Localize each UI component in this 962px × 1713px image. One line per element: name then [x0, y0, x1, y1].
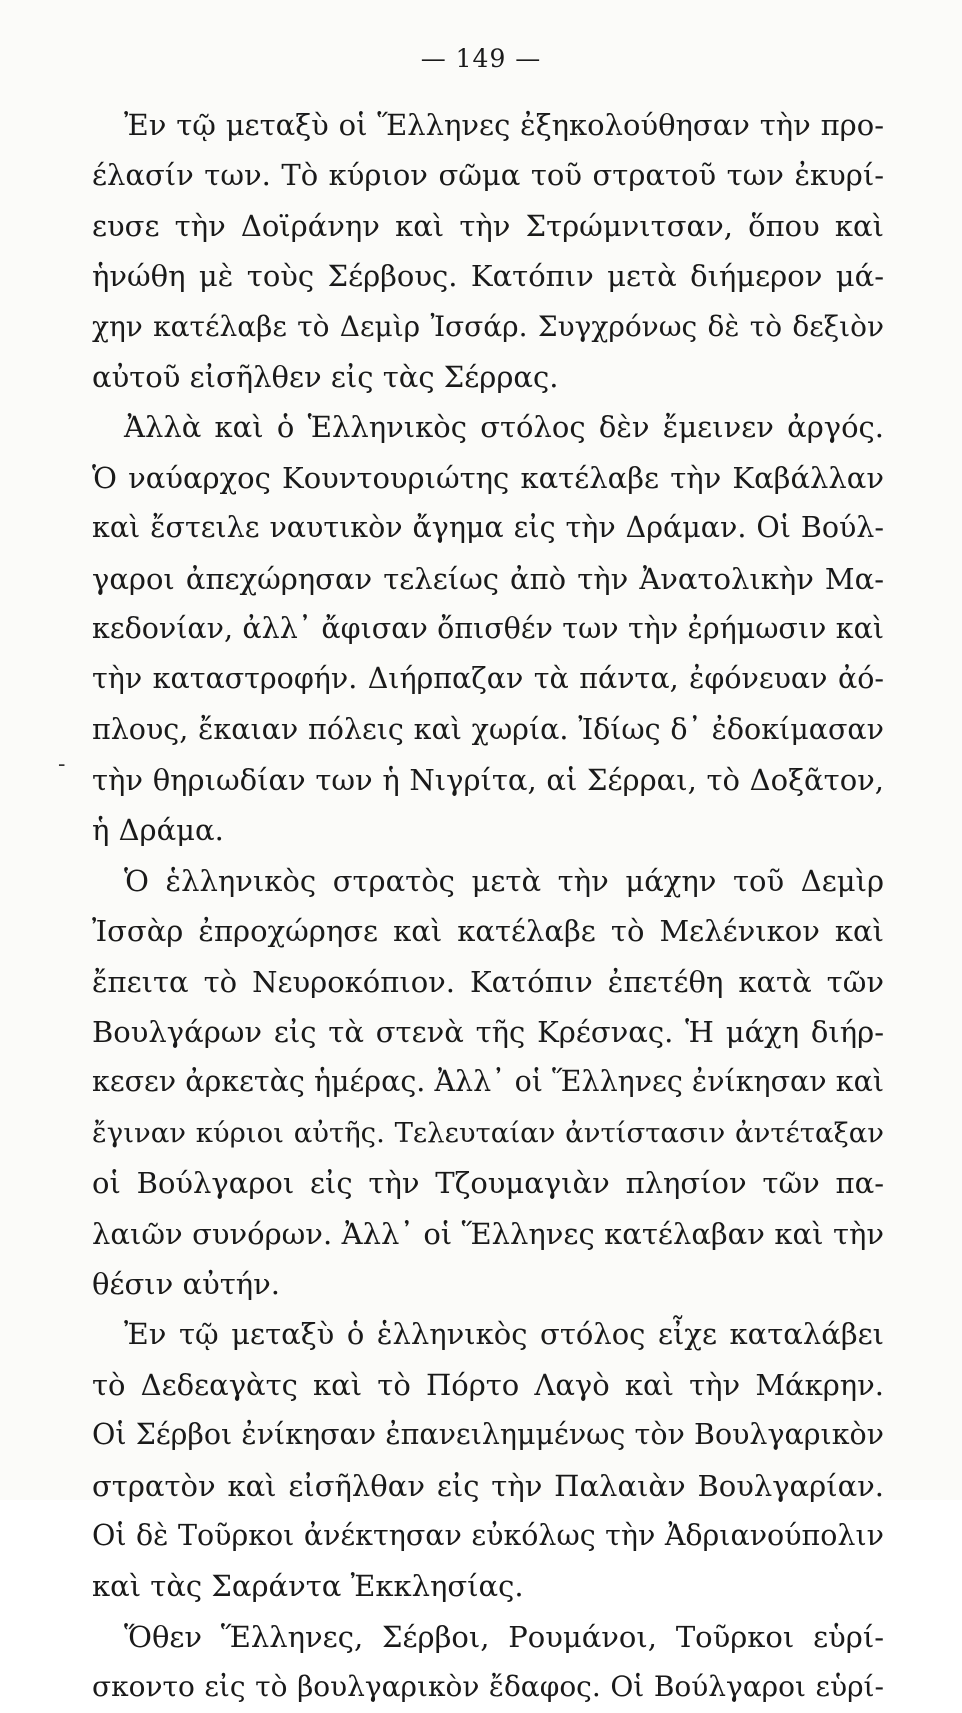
text-line: ἔπειτα τὸ Νευροκόπιον. Κατόπιν ἐπετέθη κατὰ τῶν	[92, 964, 884, 999]
text-line: πλους, ἔκαιαν πόλεις καὶ χωρία. Ἰδίως δ᾽ ἐδοκίμασαν	[92, 712, 884, 746]
text-line: Ὁ ἑλληνικὸς στρατὸς μετὰ τὴν μάχην τοῦ Δεμὶρ	[124, 863, 884, 898]
text-line: θέσιν αὐτήν.	[92, 1266, 280, 1301]
body-text	[92, 100, 884, 1713]
text-line: ἡ Δράμα.	[92, 813, 224, 848]
text-line: Ἀλλὰ καὶ ὁ Ἑλληνικὸς στόλος δὲν ἔμεινεν ἀργός.	[124, 410, 884, 445]
text-line: κεδονίαν, ἀλλ᾽ ἄφισαν ὄπισθέν των τὴν ἐρήμωσιν καὶ	[92, 611, 884, 645]
text-line: τὴν καταστροφήν. Διήρπαζαν τὰ πάντα, ἐφόνευαν ἀό-	[92, 662, 884, 696]
text-line: λαιῶν συνόρων. Ἀλλ᾽ οἱ Ἕλληνες κατέλαβαν καὶ τὴν	[92, 1216, 884, 1251]
text-line: τὴν θηριωδίαν των ἡ Νιγρίτα, αἱ Σέρραι, τὸ Δοξᾶτον,	[92, 763, 884, 798]
text-line: ἡνώθη μὲ τοὺς Σέρβους. Κατόπιν μετὰ διήμερον μά-	[92, 259, 884, 294]
text-line: Ὅθεν Ἕλληνες, Σέρβοι, Ρουμάνοι, Τοῦρκοι εὑρί-	[124, 1619, 884, 1654]
text-line: Ἐν τῷ μεταξὺ ὁ ἑλληνικὸς στόλος εἶχε καταλάβει	[124, 1317, 884, 1352]
text-line: κεσεν ἀρκετὰς ἡμέρας. Ἀλλ᾽ οἱ Ἕλληνες ἐνίκησαν καὶ	[92, 1065, 884, 1099]
text-line: Ὁ ναύαρχος Κουντουριώτης κατέλαβε τὴν Καβάλλαν	[92, 460, 884, 495]
page-number: — 149 —	[420, 44, 542, 73]
text-line: Οἱ Σέρβοι ἐνίκησαν ἐπανειλημμένως τὸν Βουλγαρικὸν	[92, 1418, 884, 1452]
text-line: έλασίν των. Τὸ κύριον σῶμα τοῦ στρατοῦ των ἐκυρί-	[92, 158, 884, 193]
text-line: στρατὸν καὶ εἰσῆλθαν εἰς τὴν Παλαιὰν Βουλγαρίαν.	[92, 1468, 884, 1503]
text-line: Ἰσσὰρ ἐπροχώρησε καὶ κατέλαβε τὸ Μελένικον καὶ	[92, 914, 884, 949]
text-line: Οἱ δὲ Τοῦρκοι ἀνέκτησαν εὐκόλως τὴν Ἀδριανούπολιν	[92, 1518, 884, 1552]
text-line: τὸ Δεδεαγὰτς καὶ τὸ Πόρτο Λαγὸ καὶ τὴν Μάκρην.	[92, 1367, 884, 1402]
text-line: γαροι ἀπεχώρησαν τελείως ἀπὸ τὴν Ἀνατολικὴν Μα-	[92, 561, 884, 596]
text-line: Βουλγάρων εἰς τὰ στενὰ τῆς Κρέσνας. Ἡ μάχη διήρ-	[92, 1015, 884, 1050]
text-line: ευσε τὴν Δοϊράνην καὶ τὴν Στρώμνιτσαν, ὅπου καὶ	[92, 208, 884, 243]
text-line: Ἐν τῷ μεταξὺ οἱ Ἕλληνες ἐξηκολούθησαν τὴν προ-	[124, 108, 884, 142]
text-line: αὐτοῦ εἰσῆλθεν εἰς τὰς Σέρρας.	[92, 359, 559, 394]
text-line: καὶ ἔστειλε ναυτικὸν ἄγημα εἰς τὴν Δράμαν. Οἱ Βούλ-	[92, 511, 884, 545]
margin-mark: -	[58, 752, 66, 777]
text-line: σκοντο εἰς τὸ βουλγαρικὸν ἔδαφος. Οἱ Βούλγαροι εὑρί-	[92, 1670, 884, 1704]
text-line: ἔγιναν κύριοι αὐτῆς. Τελευταίαν ἀντίστασιν ἀντέταξαν	[92, 1116, 884, 1149]
text-line: οἱ Βούλγαροι εἰς τὴν Τζουμαγιὰν πλησίον τῶν πα-	[92, 1166, 884, 1201]
text-line: χην κατέλαβε τὸ Δεμὶρ Ἰσσάρ. Συγχρόνως δὲ τὸ δεξιὸν	[92, 309, 884, 343]
text-line: καὶ τὰς Σαράντα Ἐκκλησίας.	[92, 1569, 524, 1604]
